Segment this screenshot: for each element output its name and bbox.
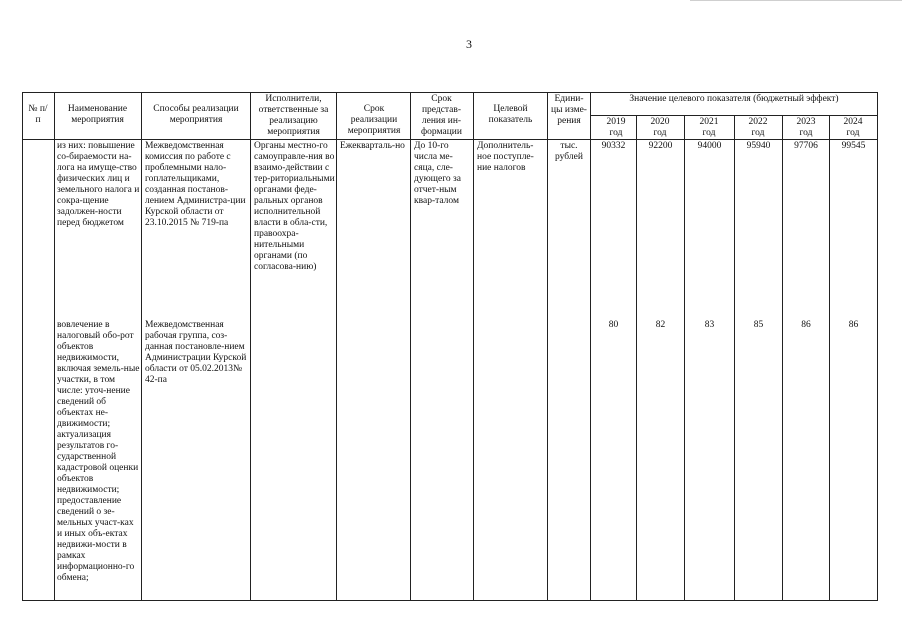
value-2021: 83 xyxy=(704,320,715,330)
column-border xyxy=(829,116,830,601)
column-border xyxy=(877,92,878,601)
header-year-2020: 2020 год xyxy=(650,117,670,138)
header-report-deadline: Срок представ-ления ин-формации xyxy=(421,94,462,137)
measure-method: Межведомственная комиссия по работе с проблемными нало-гоплательщиками, созданная постанов-лением Администра-ции Курской области от 23.10.2015 № 719-па xyxy=(145,141,246,228)
value-2024: 99545 xyxy=(841,141,866,151)
header-indicator: Целевой показатель xyxy=(488,104,533,125)
value-2020: 92200 xyxy=(648,141,673,151)
column-border xyxy=(590,92,591,601)
column-border xyxy=(336,92,337,601)
header-name: Наименование мероприятия xyxy=(67,104,128,125)
value-2020: 82 xyxy=(655,320,666,330)
scan-edge-mark xyxy=(690,0,902,1)
column-border xyxy=(410,92,411,601)
column-border xyxy=(547,92,548,601)
table-border-top xyxy=(22,92,877,93)
header-target-value: Значение целевого показателя (бюджетный эффект) xyxy=(629,94,839,104)
measure-name: вовлечение в налоговый обо-рот объектов недвижимости, включая земель-ные участки, в том числе: уточ-нение сведений об объектах не-движимости; актуализация результатов го-сударственной кадастровой оценки объектов недвижимости; предоставление сведений о зе-мельных участ-ках и иных объ-ектах недвижи-мости в рамках информационно-го обмена; xyxy=(57,320,140,583)
column-border xyxy=(473,92,474,601)
column-border xyxy=(250,92,251,601)
measure-name: из них: повышение со-бираемости на-лога на имуще-ство физических лиц и земельного налога и сокра-щение задолжен-ности перед бюджетом xyxy=(57,141,140,228)
value-2021: 94000 xyxy=(697,141,722,151)
header-year-2023: 2023 год xyxy=(796,117,816,138)
column-border xyxy=(684,116,685,601)
page-number: 3 xyxy=(466,37,472,51)
value-2023: 97706 xyxy=(794,141,818,151)
header-year-2021: 2021 год xyxy=(699,117,719,138)
header-units: Едини-цы изме-рения xyxy=(551,94,587,126)
column-border xyxy=(22,92,23,601)
measure-indicator: Дополнитель-ное поступле-ние налогов xyxy=(477,141,534,173)
value-2024: 86 xyxy=(848,320,859,330)
measure-units: тыс. рублей xyxy=(555,141,583,162)
measure-deadline: Ежекварталь-но xyxy=(340,141,405,151)
header-deadline: Срок реализации мероприятия xyxy=(347,104,401,136)
measure-executors: Органы местно-го самоуправле-ния во взаимо-действии с тер-риториальными органами феде-ральных органов исполнительной власти в обла-сти, правоохра-нительными органами (по согласова-нию) xyxy=(254,141,335,272)
header-executors: Исполнители, ответственные за реализацию мероприятия xyxy=(258,94,329,137)
column-border xyxy=(734,116,735,601)
table-border-bottom xyxy=(22,600,877,601)
value-2023: 86 xyxy=(801,320,811,330)
header-year-2024: 2024 год xyxy=(843,117,863,138)
value-2019: 90332 xyxy=(601,141,626,151)
column-border xyxy=(782,116,783,601)
value-2022: 95940 xyxy=(746,141,771,151)
header-num: № п/п xyxy=(28,104,48,125)
header-bottom-line xyxy=(22,139,877,140)
measure-method: Межведомственная рабочая группа, соз-данная постановле-нием Администрации Курской области от 05.02.2013№ 42-па xyxy=(145,320,247,385)
header-year-2019: 2019 год xyxy=(606,117,626,138)
header-year-2022: 2022 год xyxy=(748,117,768,138)
column-border xyxy=(54,92,55,601)
value-2022: 85 xyxy=(753,320,764,330)
column-border xyxy=(636,116,637,601)
header-methods: Способы реализации мероприятия xyxy=(153,104,239,125)
value-2019: 80 xyxy=(608,320,619,330)
column-border xyxy=(141,92,142,601)
measure-report-deadline: До 10-го числа ме-сяца, сле-дующего за отчет-ным квар-талом xyxy=(414,141,461,206)
